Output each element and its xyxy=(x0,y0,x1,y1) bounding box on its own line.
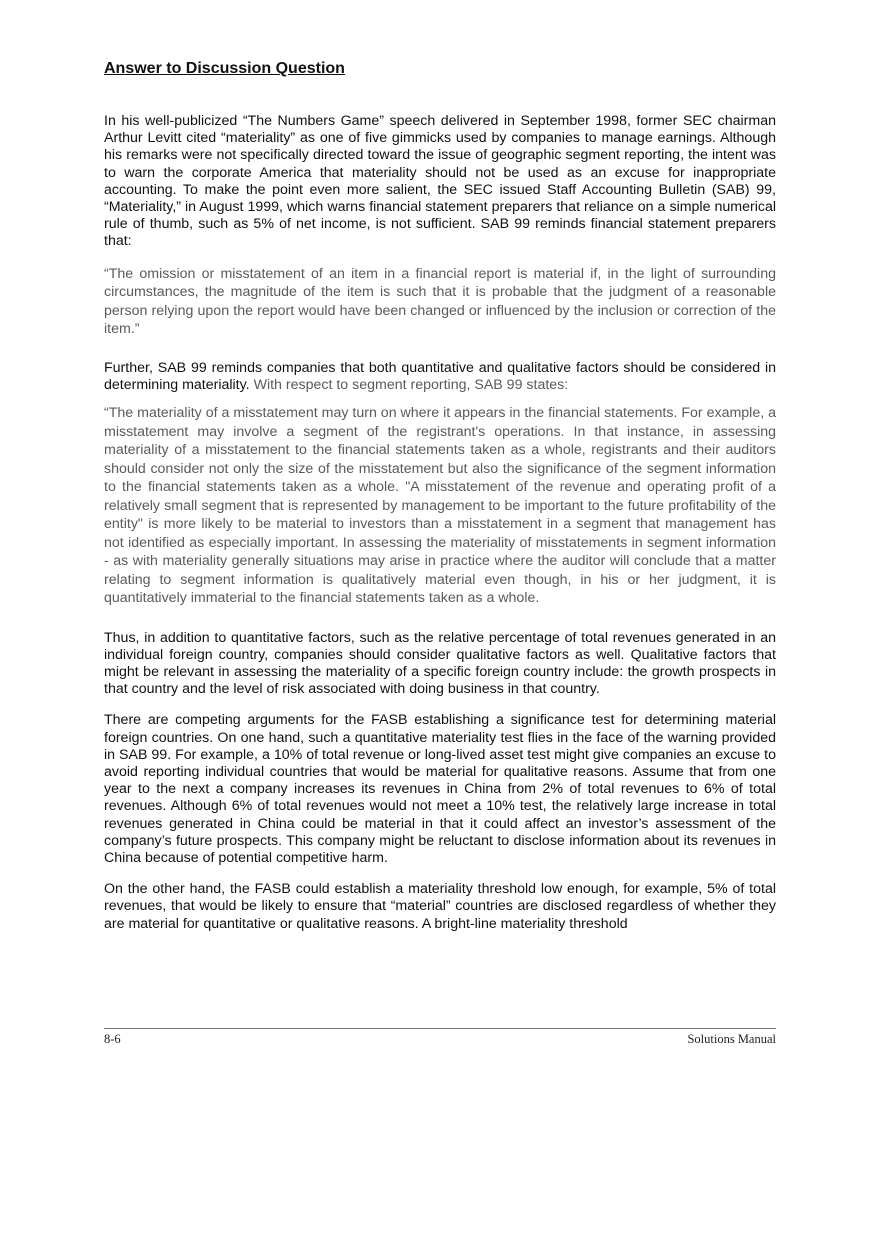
document-page xyxy=(104,58,776,947)
paragraph-levitt-speech: In his well-publicized “The Numbers Game” speech delivered in September 1998, former SEC chairman Arthur Levitt cited “materiality” as one of five gimmicks used by companies to manage earnings. Although his remarks were not specifically directed toward the issue of geographic segment reporting, the intent was to warn the corporate America that materiality should not be used as an excuse for inappropriate accounting. To make the point even more salient, the SEC issued Staff Accounting Bulletin (SAB) 99, “Materiality,” in August 1999, which warns financial statement preparers that reliance on a simple numerical rule of thumb, such as 5% of net income, is not sufficient. SAB 99 reminds financial statement preparers that: xyxy=(104,113,776,250)
footer-title: Solutions Manual xyxy=(687,1032,776,1046)
paragraph-competing-arguments: There are competing arguments for the FASB establishing a significance test for determining material foreign countries. On one hand, such a quantitative materiality test flies in the face of the warning provided in SAB 99. For example, a 10% of total revenue or long-lived asset test might give companies an excuse to avoid reporting individual countries that would be material for qualitative reasons. Assume that from one year to the next a company increases its revenues in China from 2% of total revenues to 6% of total revenues. Although 6% of total revenues would not meet a 10% test, the relatively large increase in total revenues generated in China could be material in that it could affect an investor’s assessment of the company’s future prospects. This company might be reluctant to disclose information about its revenues in China because of potential competitive harm. xyxy=(104,712,776,866)
paragraph-qualitative-factors xyxy=(104,360,776,394)
page-footer xyxy=(104,1028,776,1047)
page-title: Answer to Discussion Question xyxy=(104,60,345,77)
quote-materiality-definition: “The omission or misstatement of an item in a financial report is material if, in the light of surrounding circumstances, the magnitude of the item is such that it is probable that the judgment of a reasonable person relying upon the report would have been changed or influenced by the inclusion or correction of the item.” xyxy=(104,265,776,338)
paragraph-qualitative-factors-trail: With respect to segment reporting, SAB 99 states: xyxy=(253,376,569,393)
quote-segment-materiality: “The materiality of a misstatement may turn on where it appears in the financial statements. For example, a misstatement may involve a segment of the registrant's operations. In that instance, in assessing materiality of a misstatement to the financial statements taken as a whole, registrants and their auditors should consider not only the size of the misstatement but also the significance of the segment information to the financial statements taken as a whole. "A misstatement of the revenue and operating profit of a relatively small segment that is represented by management to be important to the future profitability of the entity" is more likely to be material to investors than a misstatement in a segment that management has not identified as especially important. In assessing the materiality of misstatements in segment information - as with materiality generally situations may arise in practice where the auditor will conclude that a matter relating to segment information is qualitatively material even though, in his or her judgment, it is quantitatively immaterial to the financial statements taken as a whole. xyxy=(104,405,776,607)
footer-page-number: 8-6 xyxy=(104,1032,121,1046)
paragraph-bright-line-threshold: On the other hand, the FASB could establish a materiality threshold low enough, for example, 5% of total revenues, that would be likely to ensure that “material” countries are disclosed regardless of whether they are material for quantitative or qualitative reasons. A bright-line materiality threshold xyxy=(104,881,776,932)
paragraph-foreign-country-factors: Thus, in addition to quantitative factors, such as the relative percentage of total revenues generated in an individual foreign country, companies should consider qualitative factors as well. Qualitative factors that might be relevant in assessing the materiality of a specific foreign country include: the growth prospects in that country and the level of risk associated with doing business in that country. xyxy=(104,629,776,698)
paragraph-qualitative-factors-lead: Further, SAB 99 reminds companies that both quantitative and qualitative factors should be considered in determining materiality. xyxy=(104,359,776,393)
